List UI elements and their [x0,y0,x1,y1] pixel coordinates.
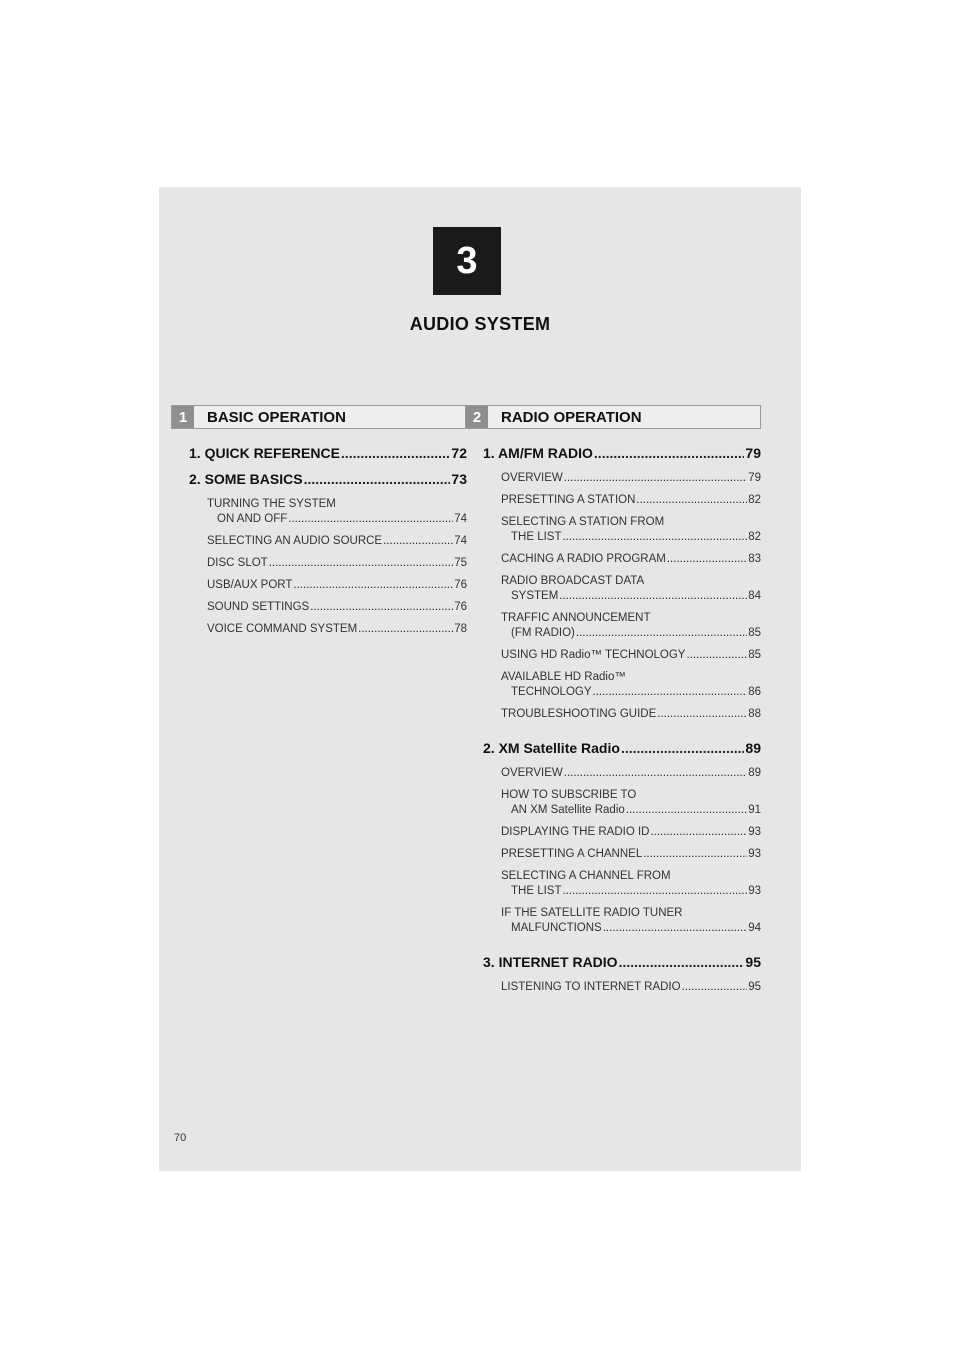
toc-entry-title: 1. QUICK REFERENCE [189,445,340,461]
toc-subentry-title: PRESETTING A STATION [501,494,636,506]
dot-leader [593,685,748,700]
toc-subentry-title: DISC SLOT [207,557,268,569]
toc-entry-page: 89 [745,740,761,756]
toc-subentry-row [207,578,467,593]
toc-subentry-page: 94 [748,922,761,934]
toc-subentry[interactable] [501,611,761,641]
toc-entry[interactable] [483,740,761,756]
toc-subentry-line1: RADIO BROADCAST DATA [501,575,645,587]
chapter-number-badge [433,227,501,295]
toc-subentry-row [501,980,761,995]
dot-leader [562,884,747,899]
toc-entry-title: 2. XM Satellite Radio [483,740,620,756]
toc-subentry-row [501,471,761,486]
toc-subentry-line1: TRAFFIC ANNOUNCEMENT [501,612,651,624]
section-number: 2 [466,406,488,428]
toc-subentry-page: 79 [748,472,761,484]
dot-leader [564,471,747,486]
toc-subentry[interactable] [501,552,761,567]
section-header [171,405,467,429]
toc-subentry-page: 95 [748,981,761,993]
toc-subentry-row [501,626,761,641]
dot-leader [564,766,747,781]
toc-subentry[interactable] [207,556,467,571]
toc-subentry[interactable] [501,515,761,545]
toc-subentry-row [501,589,761,604]
toc-entry-page: 79 [745,445,761,461]
page-number: 70 [174,1132,187,1144]
toc-subentry-row [501,766,761,781]
toc-subentry-row [501,847,761,862]
toc-subentry-title: (FM RADIO) [511,627,575,639]
toc-entry-title: 2. SOME BASICS [189,471,303,487]
chapter-panel [159,187,801,1171]
toc-entry[interactable] [189,471,467,487]
toc-subentry-page: 74 [454,535,467,547]
toc-subentry-row [207,512,467,527]
toc-subentry-title: SOUND SETTINGS [207,601,310,613]
toc-subentry-page: 91 [748,804,761,816]
dot-leader [341,445,451,461]
toc-subentry-page: 83 [748,553,761,565]
dot-leader [643,847,747,862]
toc-subentry[interactable] [501,648,761,663]
toc-subentry-row [501,552,761,567]
dot-leader [636,493,747,508]
toc-subentries [483,766,761,936]
dot-leader [650,825,747,840]
toc-entry[interactable] [189,445,467,461]
toc-subentry[interactable] [501,825,761,840]
toc-subentry-page: 84 [748,590,761,602]
chapter-number: 3 [456,239,478,282]
toc-subentry-row [207,600,467,615]
toc-subentry-page: 74 [454,513,467,525]
toc-subentry-row [501,921,761,936]
toc-subentry-page: 85 [748,649,761,661]
dot-leader [667,552,747,567]
toc-subentry-title: VOICE COMMAND SYSTEM [207,623,358,635]
toc-subentry-row [207,534,467,549]
toc-subentry-row [207,622,467,637]
toc-subentry-page: 93 [748,848,761,860]
toc-entries [171,445,467,637]
toc-subentry-title: PRESETTING A CHANNEL [501,848,643,860]
dot-leader [310,600,453,615]
toc-subentry-page: 88 [748,708,761,720]
dot-leader [559,589,747,604]
toc-subentry-row [501,884,761,899]
toc-subentry[interactable] [207,622,467,637]
toc-subentry-title: LISTENING TO INTERNET RADIO [501,981,681,993]
dot-leader [576,626,747,641]
toc-subentry-line1: TURNING THE SYSTEM [207,498,336,510]
toc-subentry-title: ON AND OFF [217,513,288,525]
toc-entry-title: 3. INTERNET RADIO [483,954,618,970]
toc-subentry-page: 78 [454,623,467,635]
toc-subentry[interactable] [501,906,761,936]
toc-subentry-row [501,530,761,545]
toc-subentry-title: CACHING A RADIO PROGRAM [501,553,666,565]
toc-subentry-row [501,825,761,840]
dot-leader [686,648,747,663]
toc-subentry-page: 93 [748,885,761,897]
toc-subentry-title: USB/AUX PORT [207,579,293,591]
toc-subentry[interactable] [501,869,761,899]
dot-leader [621,740,744,756]
section-title: BASIC OPERATION [207,408,346,426]
toc-subentry-title: THE LIST [511,885,562,897]
toc-subentry-title: TECHNOLOGY [511,686,592,698]
section-number: 1 [172,406,194,428]
toc-subentries [189,497,467,637]
section-title: RADIO OPERATION [501,408,642,426]
toc-subentry-page: 76 [454,579,467,591]
toc-entry-page: 72 [451,445,467,461]
dot-leader [383,534,453,549]
toc-subentry[interactable] [207,578,467,593]
toc-subentry-line1: IF THE SATELLITE RADIO TUNER [501,907,683,919]
toc-subentry[interactable] [501,766,761,781]
toc-subentry[interactable] [207,534,467,549]
toc-subentry[interactable] [501,980,761,995]
toc-subentry-row [501,707,761,722]
dot-leader [603,921,747,936]
section-basic-operation [171,405,467,655]
toc-subentry[interactable] [501,574,761,604]
toc-subentry-page: 93 [748,826,761,838]
toc-subentry-page: 86 [748,686,761,698]
dot-leader [682,980,748,995]
toc-subentry-line1: SELECTING A STATION FROM [501,516,665,528]
toc-subentry[interactable] [501,707,761,722]
toc-subentry-title: SELECTING AN AUDIO SOURCE [207,535,383,547]
toc-subentry-title: USING HD Radio™ TECHNOLOGY [501,649,686,661]
toc-subentry-title: OVERVIEW [501,767,563,779]
toc-entries [465,445,761,995]
toc-subentry-row [501,648,761,663]
toc-subentry[interactable] [501,847,761,862]
toc-subentry-title: DISPLAYING THE RADIO ID [501,826,650,838]
toc-entry[interactable] [483,954,761,970]
toc-subentry-page: 89 [748,767,761,779]
toc-subentry-title: TROUBLESHOOTING GUIDE [501,708,657,720]
chapter-title: AUDIO SYSTEM [409,314,551,334]
dot-leader [594,445,745,461]
toc-subentries [483,980,761,995]
toc-subentry-title: MALFUNCTIONS [511,922,602,934]
toc-subentry-title: SYSTEM [511,590,559,602]
dot-leader [657,707,747,722]
toc-subentry[interactable] [501,788,761,818]
section-header [465,405,761,429]
toc-entry-page: 73 [451,471,467,487]
toc-subentries [483,471,761,722]
dot-leader [269,556,453,571]
toc-subentry-title: AN XM Satellite Radio [511,804,625,816]
toc-subentry-row [207,556,467,571]
dot-leader [293,578,453,593]
section-radio-operation [465,405,761,1013]
toc-subentry-page: 75 [454,557,467,569]
toc-subentry-title: OVERVIEW [501,472,563,484]
toc-subentry[interactable] [207,497,467,527]
toc-subentry-page: 85 [748,627,761,639]
toc-subentry[interactable] [501,670,761,700]
toc-subentry-page: 76 [454,601,467,613]
toc-entry-page: 95 [745,954,761,970]
dot-leader [619,954,745,970]
toc-subentry-title: THE LIST [511,531,562,543]
toc-subentry[interactable] [207,600,467,615]
dot-leader [288,512,453,527]
toc-subentry-row [501,493,761,508]
toc-subentry-line1: SELECTING A CHANNEL FROM [501,870,671,882]
toc-subentry-page: 82 [748,494,761,506]
toc-subentry-line1: AVAILABLE HD Radio™ [501,671,626,683]
dot-leader [562,530,747,545]
toc-subentry-page: 82 [748,531,761,543]
dot-leader [626,803,747,818]
dot-leader [304,471,451,487]
toc-subentry-row [501,685,761,700]
dot-leader [358,622,453,637]
toc-subentry[interactable] [501,493,761,508]
toc-subentry-line1: HOW TO SUBSCRIBE TO [501,789,637,801]
toc-subentry[interactable] [501,471,761,486]
toc-entry-title: 1. AM/FM RADIO [483,445,593,461]
toc-subentry-row [501,803,761,818]
toc-entry[interactable] [483,445,761,461]
